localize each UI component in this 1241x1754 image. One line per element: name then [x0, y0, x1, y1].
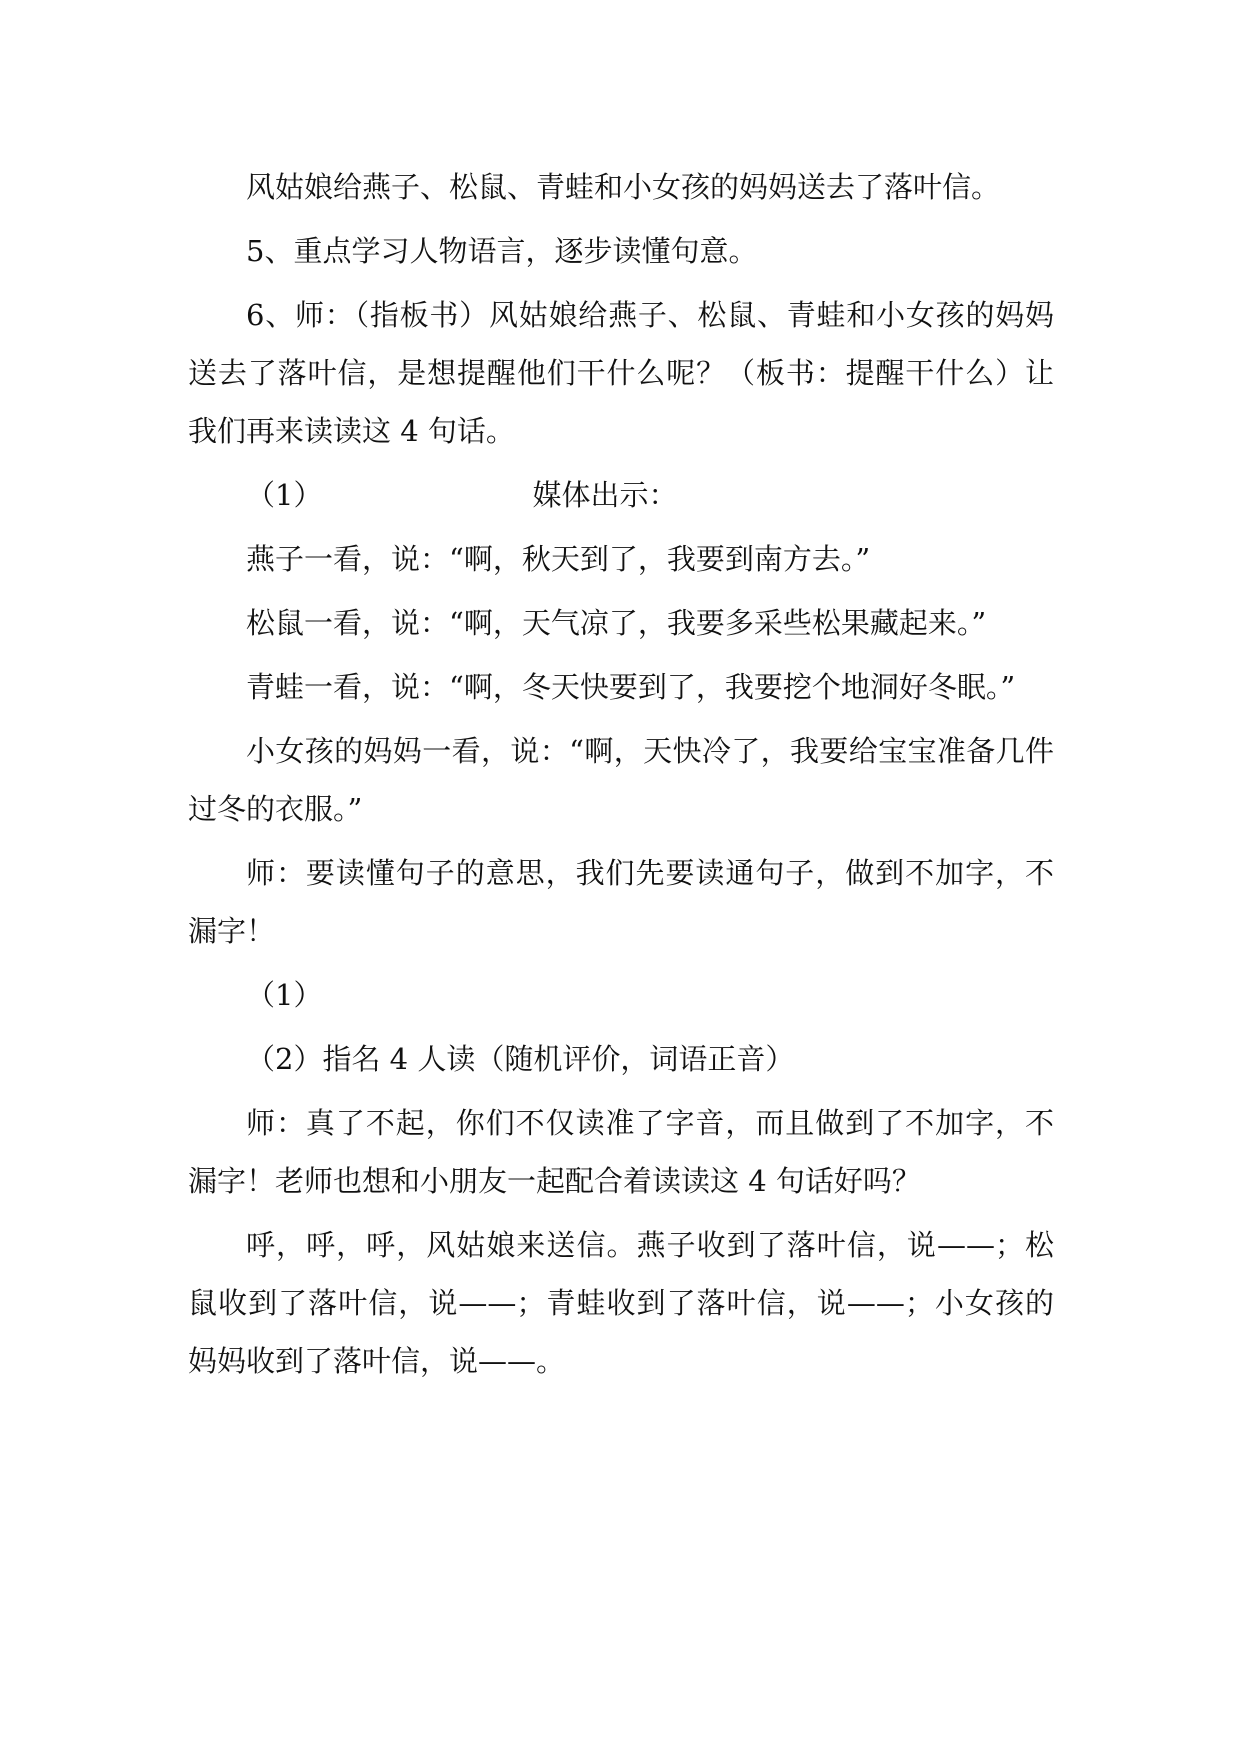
paragraph-letter-summary: 风姑娘给燕子、松鼠、青蛙和小女孩的妈妈送去了落叶信。: [246, 170, 1001, 204]
paragraph-step-5: 5、重点学习人物语言，逐步读懂句意。: [246, 234, 758, 268]
quote-squirrel: 松鼠一看，说：“啊，天气凉了，我要多采些松果藏起来。”: [246, 606, 987, 640]
teacher-praise: 师：真了不起，你们不仅读准了字音，而且做到了不加字，不漏字！老师也想和小朋友一起配合着读读这 4 句话好吗？: [188, 1106, 1054, 1198]
reading-chant: 呼，呼，呼，风姑娘来送信。燕子收到了落叶信，说——；松鼠收到了落叶信，说——；青蛙收到了落叶信，说——；小女孩的妈妈收到了落叶信，说——。: [188, 1228, 1054, 1378]
media-line: [188, 466, 1054, 524]
teacher-instruction: 师：要读懂句子的意思，我们先要读通句子，做到不加字，不漏字！: [188, 856, 1054, 948]
step-2: （2）指名 4 人读（随机评价，词语正音）: [246, 1042, 795, 1076]
quote-swallow: 燕子一看，说：“啊，秋天到了，我要到南方去。”: [246, 542, 871, 576]
document-page: [188, 158, 1054, 1396]
media-line-label: 媒体出示：: [532, 478, 678, 512]
media-line-number: （1）: [246, 478, 323, 512]
quote-frog: 青蛙一看，说：“啊，冬天快要到了，我要挖个地洞好冬眠。”: [246, 670, 1016, 704]
step-1: （1）: [246, 978, 323, 1012]
paragraph-step-6: 6、师：（指板书）风姑娘给燕子、松鼠、青蛙和小女孩的妈妈送去了落叶信，是想提醒他们干什么呢？（板书：提醒干什么）让我们再来读读这 4 句话。: [188, 298, 1054, 448]
quote-mother: 小女孩的妈妈一看，说：“啊，天快冷了，我要给宝宝准备几件过冬的衣服。”: [188, 734, 1054, 826]
